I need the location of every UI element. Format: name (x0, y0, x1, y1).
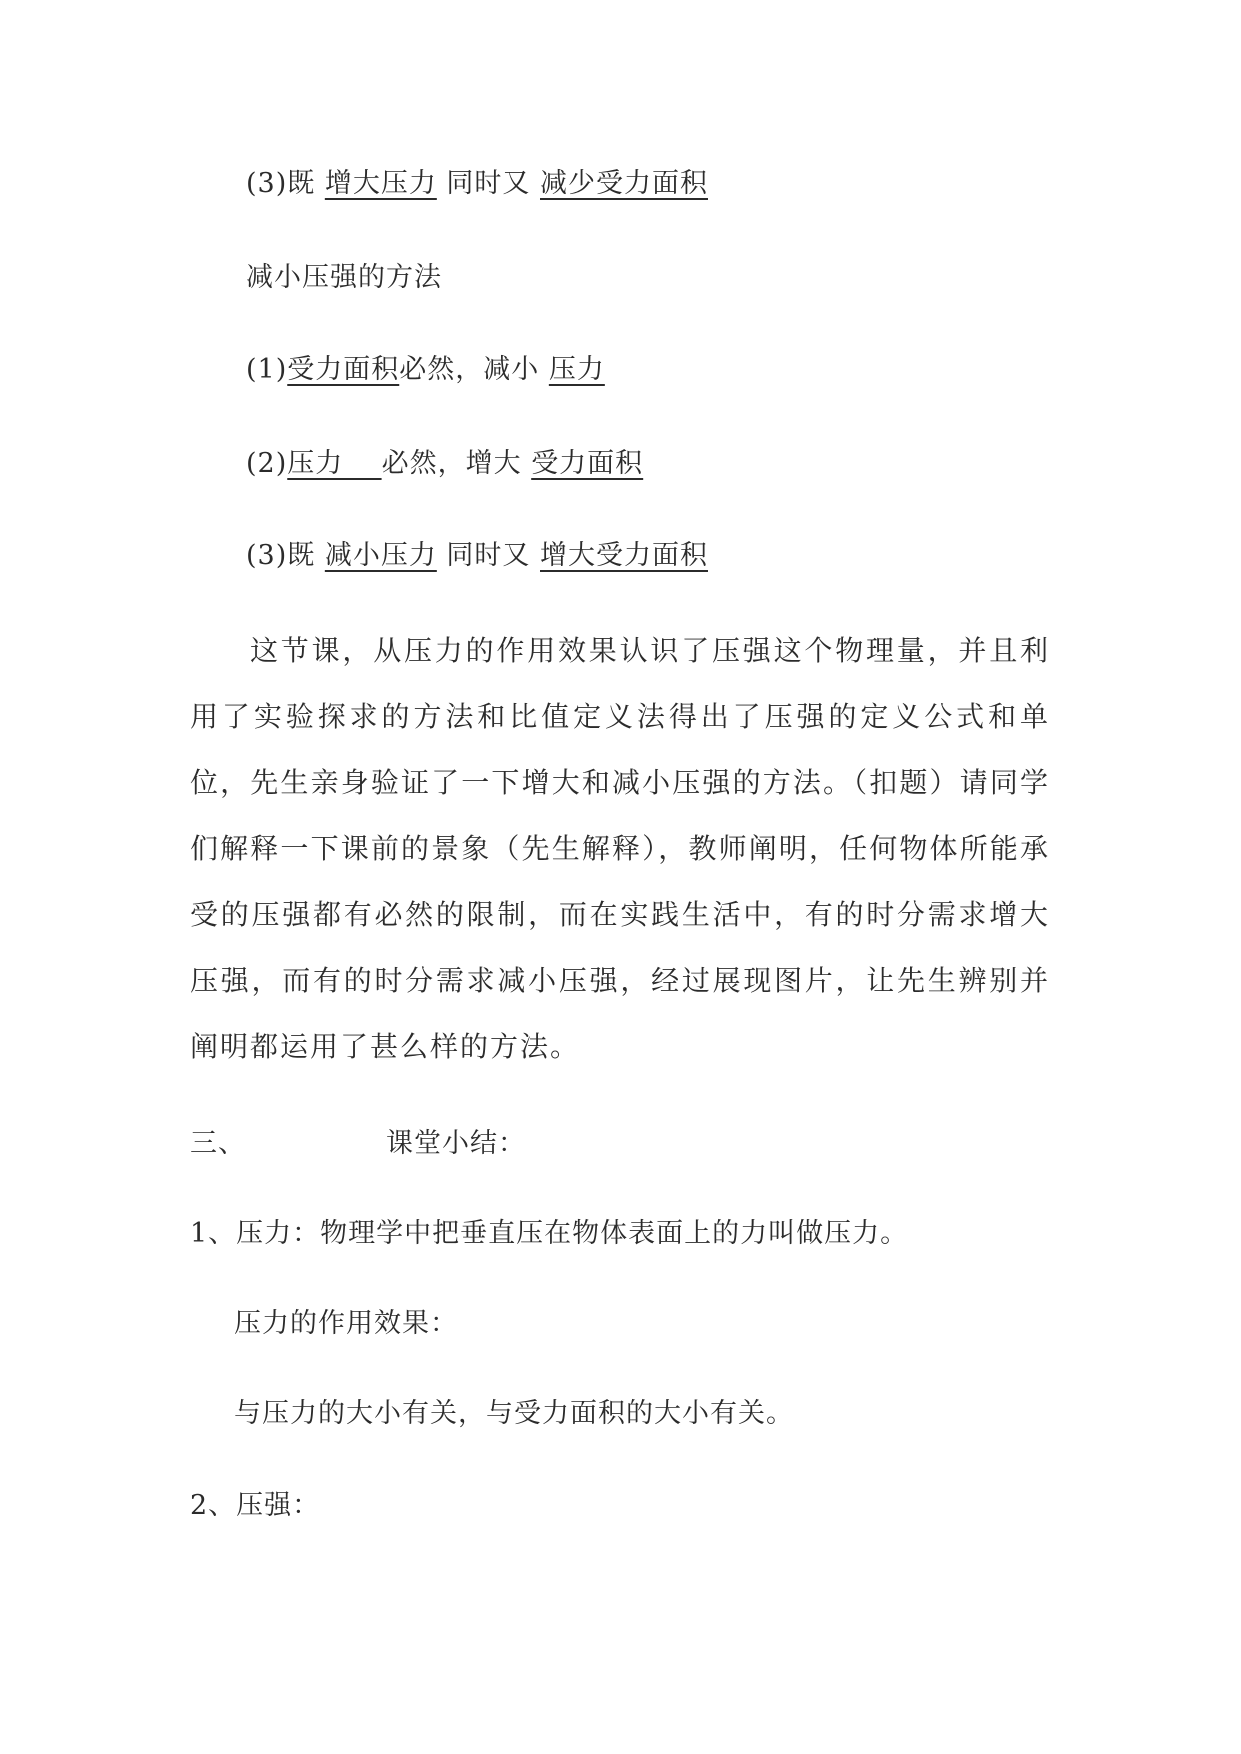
pressure-effect-heading: 压力的作用效果： (234, 1308, 458, 1339)
section-title: 课堂小结： (386, 1128, 526, 1159)
method-prefix: (3)既 (246, 168, 325, 199)
method-prefix: (1) (246, 354, 288, 385)
lesson-summary-paragraph: 这节课，从压力的作用效果认识了压强这个物理量，并且利用了实验探求的方法和比值定义法得出了压强的定义公式和单位，先生亲身验证了一下增大和减小压强的方法。（扣题）请同学们解释一下课前的景象（先生解释），教师阐明，任何物体所能承受的压强都有必然的限制，而在实践生活中，有的时分需求增大压强，而有的时分需求减小压强，经过展现图片，让先生辨别并阐明都运用了甚么样的方法。 (190, 634, 1050, 1063)
fill-blank: 压力 (287, 448, 382, 479)
decrease-method-3 (246, 538, 708, 574)
fill-blank: 减少受力面积 (540, 168, 708, 199)
fill-blank: 增大压力 (324, 168, 437, 199)
section-number: 三、 (190, 1128, 246, 1159)
decrease-pressure-heading: 减小压强的方法 (246, 262, 442, 293)
method-prefix: (3)既 (246, 540, 325, 571)
method-connector: 同时又 (436, 168, 540, 199)
increase-method-3 (246, 166, 708, 202)
method-prefix: (2) (246, 448, 288, 479)
decrease-method-1 (246, 352, 605, 388)
summary-item-1: 1、压力：物理学中把垂直压在物体表面上的力叫做压力。 (190, 1218, 909, 1249)
method-connector: 同时又 (436, 540, 540, 571)
fill-blank: 受力面积 (287, 354, 400, 385)
fill-blank: 减小压力 (324, 540, 437, 571)
fill-blank: 增大受力面积 (540, 540, 708, 571)
fill-blank: 压力 (548, 354, 605, 385)
method-connector: 必然，增大 (381, 448, 532, 479)
decrease-method-2 (246, 446, 643, 482)
pressure-effect-text: 与压力的大小有关，与受力面积的大小有关。 (234, 1398, 794, 1429)
fill-blank: 受力面积 (531, 448, 644, 479)
method-connector: 必然，减小 (399, 354, 549, 385)
summary-item-2: 2、压强： (190, 1490, 321, 1521)
